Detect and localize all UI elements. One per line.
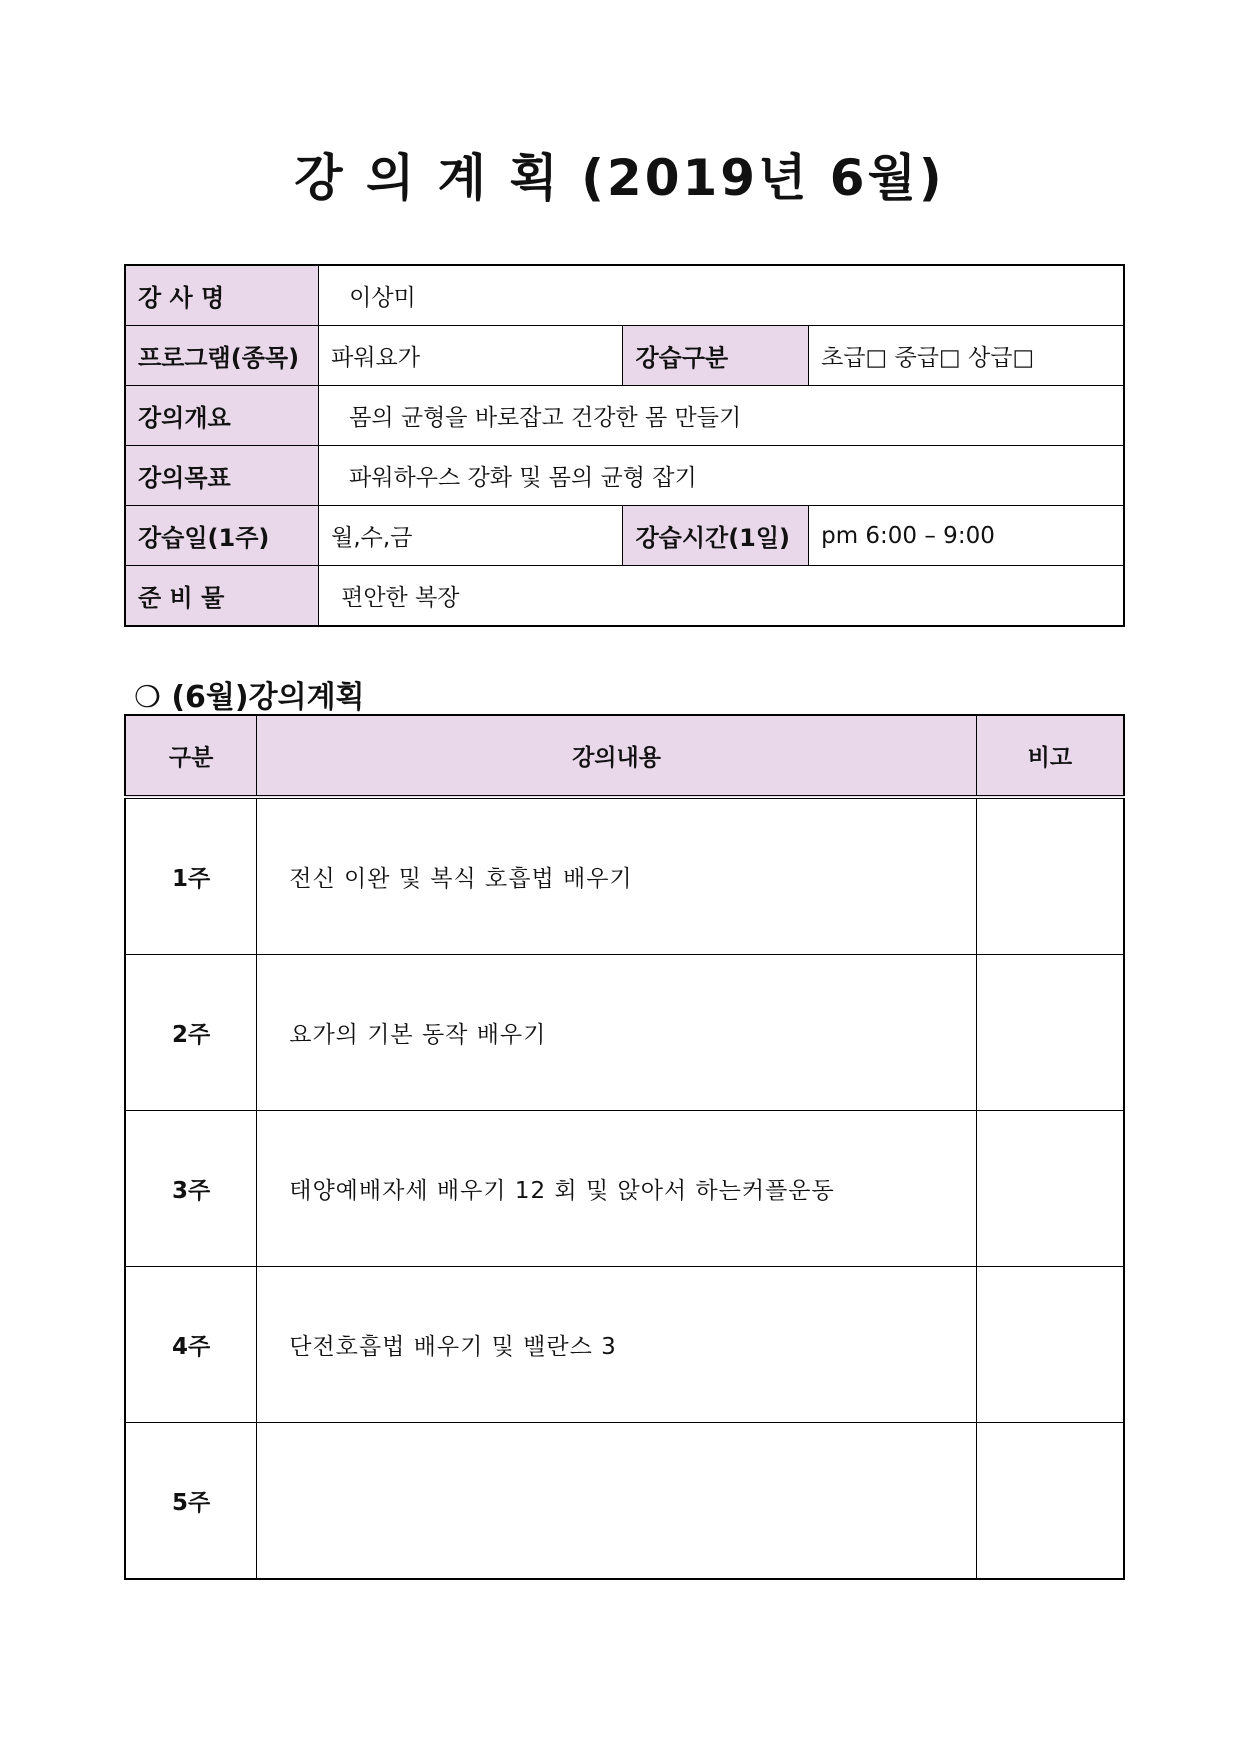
time-value: pm 6:00 – 9:00 — [809, 506, 1124, 566]
content-cell — [257, 1423, 977, 1580]
content-cell: 전신 이완 및 복식 호흡법 배우기 — [257, 797, 977, 955]
days-label: 강습일(1주) — [125, 506, 319, 566]
time-label: 강습시간(1일) — [623, 506, 809, 566]
page-title: 강 의 계 획 (2019년 6월) — [294, 149, 945, 207]
plan-header-row — [125, 715, 1124, 797]
table-row — [125, 1267, 1124, 1423]
overview-row — [125, 386, 1124, 446]
section-title: ❍ (6월)강의계획 — [134, 680, 365, 715]
week-cell: 3주 — [125, 1111, 257, 1267]
supplies-row — [125, 566, 1124, 627]
info-table — [124, 264, 1125, 627]
table-row — [125, 797, 1124, 955]
instructor-value: 이상미 — [319, 265, 1124, 326]
note-cell — [976, 1423, 1124, 1580]
overview-value: 몸의 균형을 바로잡고 건강한 몸 만들기 — [319, 386, 1124, 446]
content-cell: 단전호흡법 배우기 및 밸란스 3 — [257, 1267, 977, 1423]
note-header: 비고 — [976, 715, 1124, 797]
program-value: 파워요가 — [319, 326, 623, 386]
goal-value: 파워하우스 강화 및 몸의 균형 잡기 — [319, 446, 1124, 506]
instructor-label: 강 사 명 — [125, 265, 319, 326]
level-label: 강습구분 — [623, 326, 809, 386]
program-row — [125, 326, 1124, 386]
week-cell: 4주 — [125, 1267, 257, 1423]
program-label: 프로그램(종목) — [125, 326, 319, 386]
instructor-row — [125, 265, 1124, 326]
content-header: 강의내용 — [257, 715, 977, 797]
overview-label: 강의개요 — [125, 386, 319, 446]
supplies-label: 준 비 물 — [125, 566, 319, 627]
content-cell: 요가의 기본 동작 배우기 — [257, 955, 977, 1111]
schedule-row — [125, 506, 1124, 566]
goal-row — [125, 446, 1124, 506]
week-cell: 1주 — [125, 797, 257, 955]
plan-table — [124, 714, 1125, 1580]
note-cell — [976, 1111, 1124, 1267]
table-row — [125, 1423, 1124, 1580]
table-row — [125, 955, 1124, 1111]
goal-label: 강의목표 — [125, 446, 319, 506]
days-value: 월,수,금 — [319, 506, 623, 566]
note-cell — [976, 1267, 1124, 1423]
note-cell — [976, 797, 1124, 955]
week-cell: 2주 — [125, 955, 257, 1111]
week-cell: 5주 — [125, 1423, 257, 1580]
week-header: 구분 — [125, 715, 257, 797]
supplies-value: 편안한 복장 — [319, 566, 1124, 627]
note-cell — [976, 955, 1124, 1111]
table-row — [125, 1111, 1124, 1267]
content-cell: 태양예배자세 배우기 12 회 및 앉아서 하는커플운동 — [257, 1111, 977, 1267]
level-options: 초급□ 중급□ 상급□ — [809, 326, 1124, 386]
